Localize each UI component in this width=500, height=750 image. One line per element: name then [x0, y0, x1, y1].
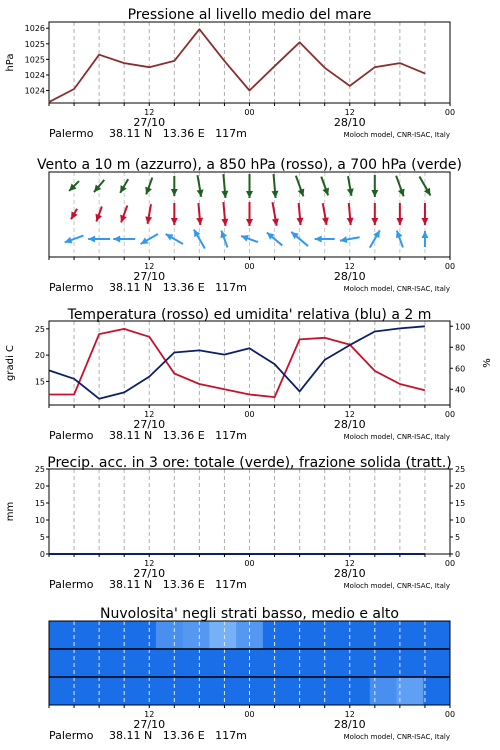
- temperature-date-label: 28/10: [333, 418, 366, 431]
- wind-arrow-850hpa: [421, 203, 428, 225]
- wind-arrow-700hpa: [221, 174, 228, 198]
- clouds-cell-basso: [129, 677, 156, 705]
- pressure-ytick-label: 1025: [24, 39, 45, 49]
- pressure-point: [149, 67, 150, 68]
- wind-arrow-850hpa: [396, 203, 403, 225]
- wind-arrow-head: [421, 218, 428, 225]
- clouds-cell-basso: [102, 677, 129, 705]
- wind-arrow-head: [171, 189, 178, 196]
- wind-credit: Moloch model, CNR-ISAC, Italy: [343, 285, 450, 293]
- wind-arrow-head: [272, 218, 279, 226]
- wind-arrow-850hpa: [221, 202, 228, 226]
- pressure-xtick-label: 00: [444, 108, 456, 117]
- wind-arrow-850hpa: [272, 202, 279, 226]
- clouds-cell-medio: [397, 649, 424, 677]
- wind-arrow-700hpa: [371, 175, 378, 197]
- wind-arrow-head: [246, 219, 253, 226]
- temperature-xtick-label: 00: [444, 410, 456, 419]
- pressure-point: [424, 73, 425, 74]
- clouds-cell-alto: [290, 621, 317, 649]
- wind-arrow-head: [145, 216, 152, 224]
- wind-arrow-700hpa: [246, 174, 253, 198]
- pressure-title: Pressione al livello medio del mare: [127, 7, 372, 23]
- clouds-cell-basso: [209, 677, 236, 705]
- clouds-cell-alto: [370, 621, 397, 649]
- clouds-coords: 38.11 N 13.36 E 117m: [109, 729, 247, 742]
- clouds-xtick-label: 12: [144, 710, 155, 719]
- pressure-credit: Moloch model, CNR-ISAC, Italy: [343, 131, 450, 139]
- pressure-point: [299, 42, 300, 43]
- clouds-date-label: 28/10: [333, 718, 366, 731]
- pressure-xtick-label: 00: [244, 108, 255, 117]
- precip-xtick-label: 12: [344, 559, 355, 568]
- precip-ytick-label: 0: [39, 550, 45, 559]
- pressure-point: [374, 67, 375, 68]
- precip-ytick-label: 10: [34, 516, 45, 525]
- pressure-point: [249, 90, 250, 91]
- clouds-cell-medio: [102, 649, 129, 677]
- wind-arrow-head: [421, 231, 428, 238]
- clouds-cell-alto: [102, 621, 129, 649]
- pressure-xtick-label: 12: [344, 108, 355, 117]
- temperature-title: Temperatura (rosso) ed umidita' relativa (blu) a 2 m: [67, 307, 432, 323]
- temperature-ytick-label: 20: [34, 351, 45, 361]
- pressure-location: Palermo: [49, 127, 94, 140]
- temperature-date-label: 27/10: [133, 418, 166, 431]
- pressure-point: [324, 67, 325, 68]
- pressure-point: [73, 88, 74, 89]
- wind-arrow-head: [347, 218, 354, 225]
- clouds-cell-basso: [183, 677, 210, 705]
- wind-date-label: 28/10: [333, 270, 366, 283]
- wind-arrow-head: [171, 218, 178, 225]
- temperature-ytick-right-label: 100: [455, 322, 471, 332]
- precip-xtick-label: 12: [144, 559, 155, 568]
- clouds-cell-basso: [156, 677, 183, 705]
- wind-arrow-850hpa: [171, 203, 178, 225]
- clouds-title: Nuvolosita' negli strati basso, medio e alto: [100, 606, 399, 622]
- precip-ytick-right-label: 15: [455, 499, 466, 508]
- clouds-credit: Moloch model, CNR-ISAC, Italy: [343, 733, 450, 741]
- wind-date-label: 27/10: [133, 270, 166, 283]
- wind-arrow-850hpa: [145, 204, 152, 224]
- clouds-location: Palermo: [49, 729, 94, 742]
- precip-date-label: 27/10: [133, 567, 166, 580]
- precip-ytick-right-label: 10: [455, 516, 466, 525]
- wind-arrow-700hpa: [272, 174, 279, 198]
- clouds-cell-basso: [49, 677, 76, 705]
- clouds-cell-alto: [423, 621, 450, 649]
- wind-arrow-head: [196, 218, 203, 225]
- clouds-cell-medio: [370, 649, 397, 677]
- wind-arrow-10m: [421, 231, 428, 247]
- pressure-date-label: 27/10: [133, 116, 166, 129]
- temperature-ytick-right-label: 80: [455, 343, 466, 353]
- wind-arrow-700hpa: [347, 176, 354, 196]
- precip-xtick-label: 00: [244, 559, 255, 568]
- pressure-point: [48, 101, 49, 102]
- precip-location: Palermo: [49, 578, 94, 591]
- wind-arrow-850hpa: [371, 203, 378, 225]
- clouds-cell-medio: [316, 649, 343, 677]
- wind-arrow-head: [246, 191, 253, 198]
- clouds-cell-alto: [129, 621, 156, 649]
- wind-xtick-label: 00: [444, 262, 456, 271]
- temperature-ytick-label: 15: [34, 377, 45, 387]
- pressure-point: [399, 63, 400, 64]
- temperature-location: Palermo: [49, 429, 94, 442]
- precip-title: Precip. acc. in 3 ore: totale (verde), frazione solida (tratt.): [47, 455, 452, 471]
- precip-coords: 38.11 N 13.36 E 117m: [109, 578, 247, 591]
- wind-arrow-850hpa: [246, 202, 253, 226]
- wind-arrow-head: [315, 236, 322, 243]
- temperature-xtick-label: 12: [344, 410, 355, 419]
- clouds-cell-medio: [129, 649, 156, 677]
- temperature-series-humidity: [49, 326, 425, 398]
- clouds-cell-basso: [290, 677, 317, 705]
- pressure-point: [349, 85, 350, 86]
- pressure-point: [174, 60, 175, 61]
- temperature-ytick-right-label: 60: [455, 364, 466, 374]
- precip-ytick-label: 15: [34, 499, 45, 508]
- clouds-cell-medio: [423, 649, 450, 677]
- precip-ytick-label: 5: [39, 533, 45, 542]
- pressure-ytick-label: 1026: [24, 24, 45, 34]
- wind-arrow-head: [396, 218, 403, 225]
- clouds-cell-alto: [263, 621, 290, 649]
- clouds-cell-basso: [423, 677, 450, 705]
- clouds-cell-alto: [397, 621, 424, 649]
- pressure-xtick-label: 12: [144, 108, 155, 117]
- wind-xtick-label: 12: [344, 262, 355, 271]
- temperature-ytick-right-label: 40: [455, 385, 466, 395]
- clouds-cell-alto: [209, 621, 236, 649]
- temperature-ylabel-right: %: [482, 358, 493, 368]
- wind-arrow-head: [221, 219, 228, 226]
- clouds-cell-medio: [156, 649, 183, 677]
- pressure-ytick-label: 1024: [24, 70, 45, 80]
- wind-coords: 38.11 N 13.36 E 117m: [109, 281, 247, 294]
- precip-ytick-right-label: 0: [455, 550, 461, 559]
- pressure-point: [274, 66, 275, 67]
- clouds-date-label: 27/10: [133, 718, 166, 731]
- clouds-cell-basso: [370, 677, 397, 705]
- temperature-series-temperature: [49, 329, 425, 397]
- pressure-ytick-label: 1024: [24, 86, 45, 96]
- clouds-cell-medio: [183, 649, 210, 677]
- wind-xtick-label: 00: [244, 262, 255, 271]
- precip-ytick-label: 25: [34, 465, 45, 474]
- clouds-cell-basso: [316, 677, 343, 705]
- clouds-xtick-label: 12: [344, 710, 355, 719]
- wind-arrow-head: [371, 190, 378, 197]
- clouds-cell-medio: [343, 649, 370, 677]
- wind-arrow-850hpa: [196, 203, 203, 225]
- wind-arrow-head: [272, 191, 279, 198]
- clouds-xtick-label: 00: [444, 710, 456, 719]
- pressure-ytick-label: 1025: [24, 55, 45, 65]
- precip-ytick-right-label: 25: [455, 465, 466, 474]
- pressure-coords: 38.11 N 13.36 E 117m: [109, 127, 247, 140]
- wind-arrow-700hpa: [171, 176, 178, 196]
- pressure-point: [99, 54, 100, 55]
- clouds-cell-medio: [263, 649, 290, 677]
- wind-arrow-head: [88, 236, 95, 243]
- clouds-cell-alto: [343, 621, 370, 649]
- wind-arrow-head: [371, 218, 378, 225]
- wind-arrow-700hpa: [197, 175, 204, 197]
- precip-date-label: 28/10: [333, 567, 366, 580]
- precip-ytick-right-label: 5: [455, 533, 461, 542]
- wind-location: Palermo: [49, 281, 94, 294]
- wind-arrow-850hpa: [296, 203, 303, 225]
- clouds-cell-alto: [49, 621, 76, 649]
- wind-arrow-head: [296, 218, 303, 225]
- pressure-point: [224, 60, 225, 61]
- precip-ytick-right-label: 20: [455, 482, 466, 491]
- precip-ylabel: mm: [5, 501, 16, 522]
- temperature-xtick-label: 00: [244, 410, 255, 419]
- precip-ytick-label: 20: [34, 482, 45, 491]
- clouds-cell-alto: [316, 621, 343, 649]
- temperature-ytick-label: 25: [34, 324, 45, 334]
- clouds-cell-alto: [183, 621, 210, 649]
- clouds-cell-basso: [397, 677, 424, 705]
- temperature-credit: Moloch model, CNR-ISAC, Italy: [343, 433, 450, 441]
- precip-xtick-label: 00: [444, 559, 456, 568]
- wind-arrow-head: [347, 188, 354, 196]
- wind-arrow-850hpa: [347, 203, 354, 225]
- clouds-cell-medio: [49, 649, 76, 677]
- wind-xtick-label: 12: [144, 262, 155, 271]
- wind-arrow-head: [322, 217, 329, 225]
- wind-arrow-head: [197, 189, 204, 197]
- clouds-cell-basso: [263, 677, 290, 705]
- wind-title: Vento a 10 m (azzurro), a 850 hPa (rosso), a 700 hPa (verde): [36, 157, 463, 173]
- pressure-point: [199, 29, 200, 30]
- wind-arrow-head: [221, 191, 228, 198]
- clouds-cell-medio: [290, 649, 317, 677]
- clouds-cell-alto: [156, 621, 183, 649]
- wind-arrow-850hpa: [322, 203, 329, 225]
- clouds-cell-medio: [209, 649, 236, 677]
- clouds-cell-basso: [343, 677, 370, 705]
- precip-credit: Moloch model, CNR-ISAC, Italy: [343, 582, 450, 590]
- temperature-ylabel: gradi C: [5, 345, 16, 381]
- pressure-point: [124, 63, 125, 64]
- clouds-xtick-label: 00: [244, 710, 255, 719]
- temperature-coords: 38.11 N 13.36 E 117m: [109, 429, 247, 442]
- temperature-xtick-label: 12: [144, 410, 155, 419]
- pressure-date-label: 28/10: [333, 116, 366, 129]
- wind-arrow-head: [113, 236, 120, 243]
- pressure-ylabel: hPa: [5, 53, 16, 72]
- pressure-line: [49, 29, 425, 102]
- wind-arrow-head: [340, 236, 348, 243]
